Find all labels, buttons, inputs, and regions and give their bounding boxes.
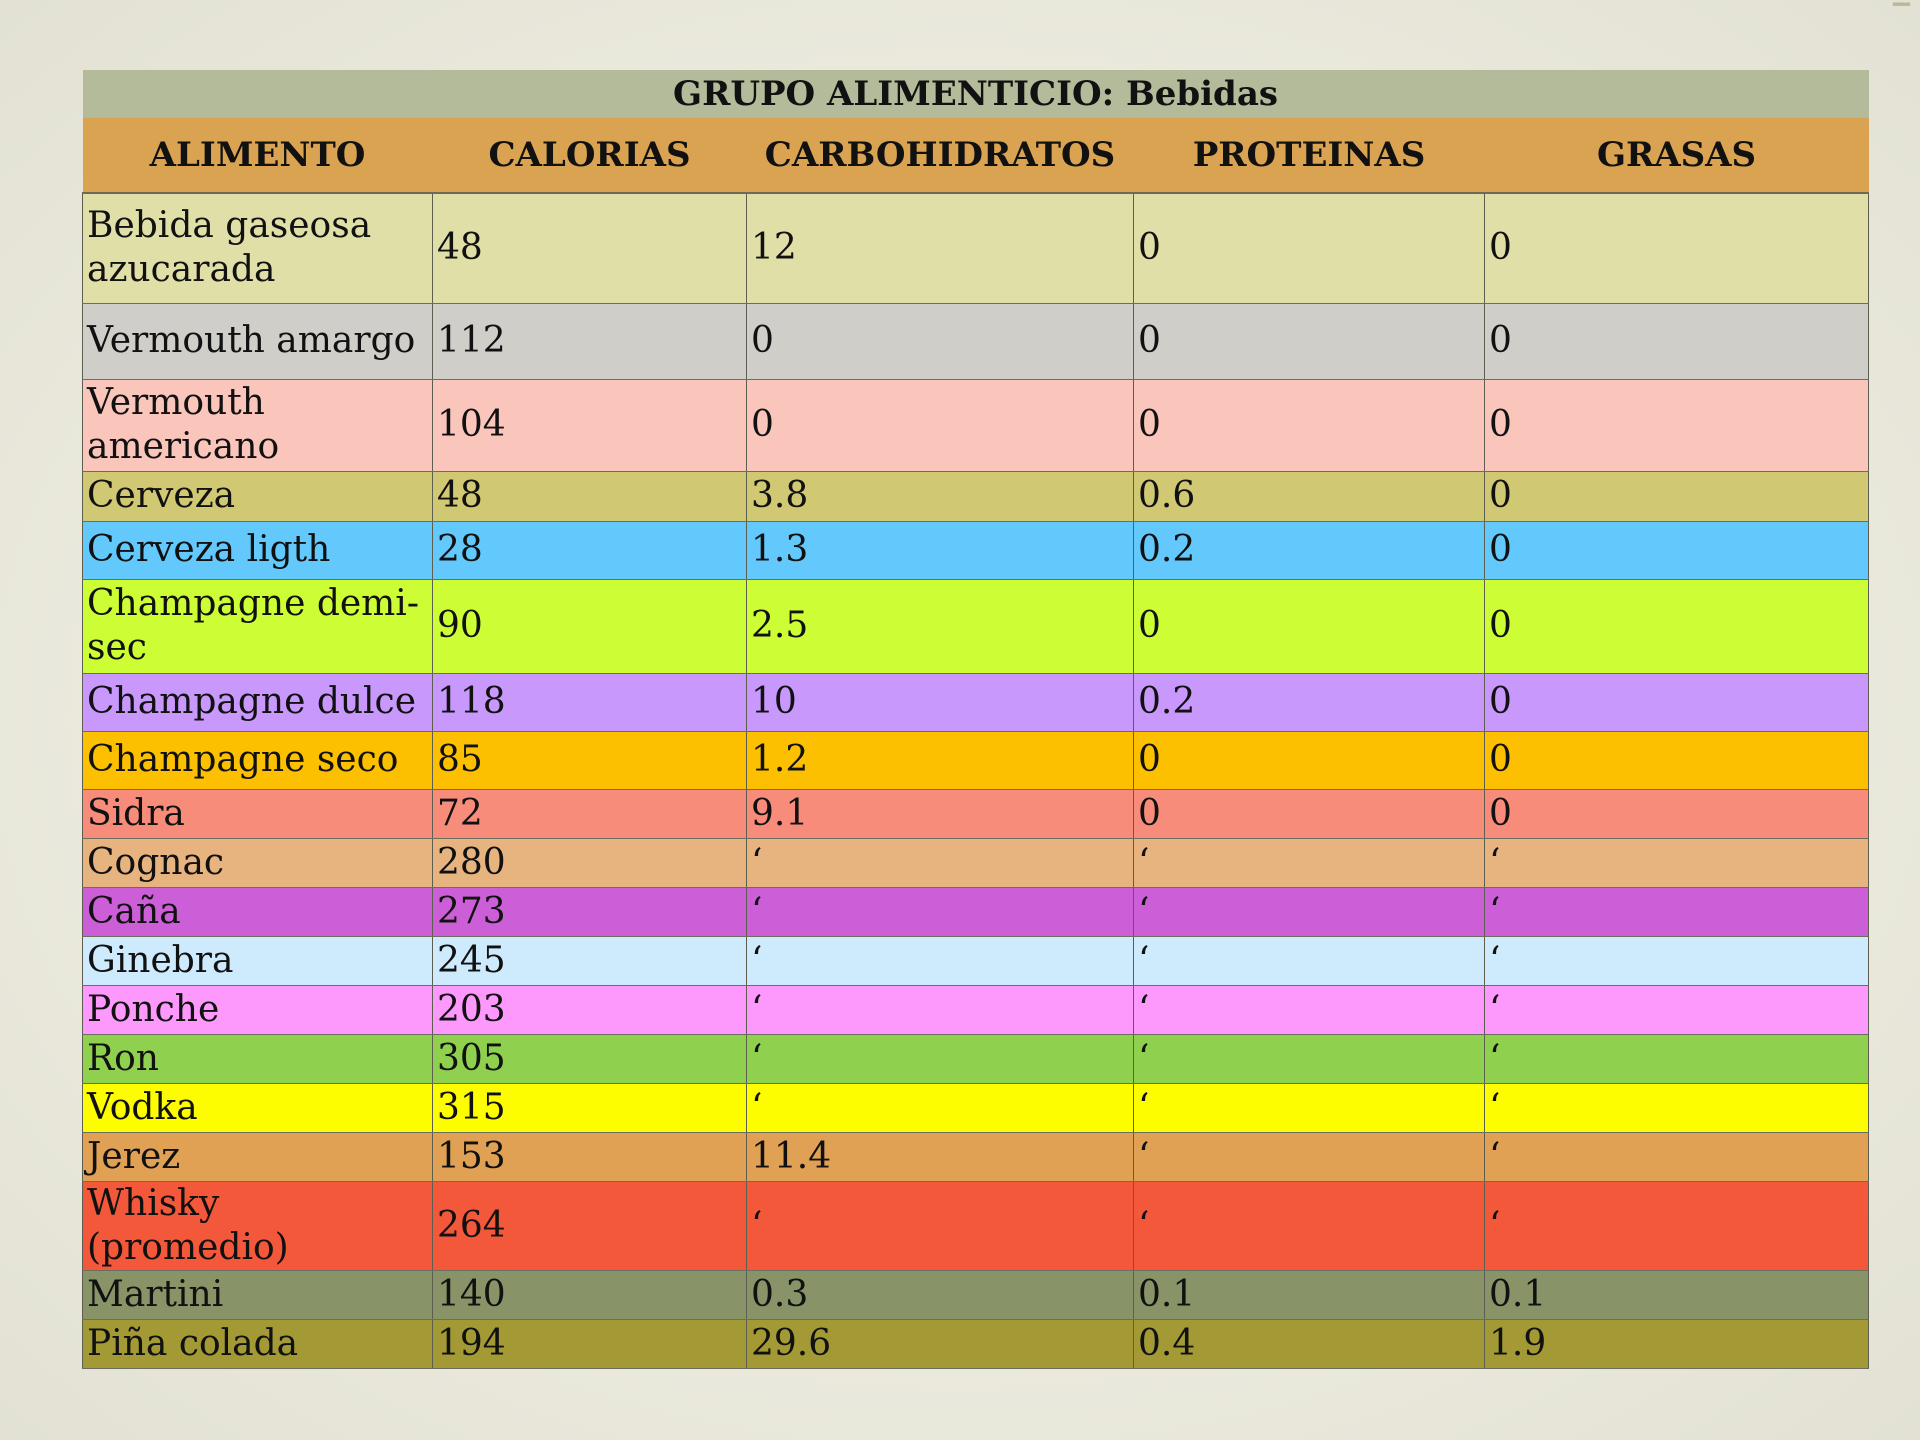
- carbohydrates-cell: ʻ: [747, 936, 1134, 985]
- table-row: [83, 1083, 1869, 1132]
- fats-cell: ʻ: [1485, 1181, 1869, 1270]
- proteins-cell: 0: [1134, 579, 1485, 673]
- carbohydrates-cell: ʻ: [747, 887, 1134, 936]
- proteins-cell: ʻ: [1134, 1132, 1485, 1181]
- fats-cell: 0: [1485, 521, 1869, 579]
- fats-cell: ʻ: [1485, 1034, 1869, 1083]
- table-row: [83, 521, 1869, 579]
- column-header-calorias: CALORIAS: [433, 118, 747, 193]
- food-name-cell: Cognac: [83, 838, 433, 887]
- food-name-cell: Bebida gaseosa azucarada: [83, 193, 433, 303]
- column-header-proteinas: PROTEINAS: [1134, 118, 1485, 193]
- proteins-cell: 0: [1134, 303, 1485, 379]
- fats-cell: 0: [1485, 579, 1869, 673]
- carbohydrates-cell: ʻ: [747, 1083, 1134, 1132]
- fats-cell: 1.9: [1485, 1319, 1869, 1368]
- calories-cell: 48: [433, 193, 747, 303]
- food-name-cell: Whisky (promedio): [83, 1181, 433, 1270]
- fats-cell: 0: [1485, 379, 1869, 471]
- food-name-cell: Champagne seco: [83, 731, 433, 789]
- table-row: [83, 887, 1869, 936]
- column-header-row: [83, 118, 1869, 193]
- carbohydrates-cell: 29.6: [747, 1319, 1134, 1368]
- carbohydrates-cell: ʻ: [747, 838, 1134, 887]
- carbohydrates-cell: 9.1: [747, 789, 1134, 838]
- table-row: [83, 471, 1869, 521]
- fats-cell: ʻ: [1485, 838, 1869, 887]
- proteins-cell: ʻ: [1134, 887, 1485, 936]
- calories-cell: 48: [433, 471, 747, 521]
- food-name-cell: Champagne dulce: [83, 673, 433, 731]
- table-row: [83, 1181, 1869, 1270]
- table-row: [83, 379, 1869, 471]
- fats-cell: ʻ: [1485, 1083, 1869, 1132]
- food-name-cell: Jerez: [83, 1132, 433, 1181]
- carbohydrates-cell: 11.4: [747, 1132, 1134, 1181]
- group-title-row: [83, 70, 1869, 118]
- calories-cell: 85: [433, 731, 747, 789]
- calories-cell: 273: [433, 887, 747, 936]
- table-row: [83, 579, 1869, 673]
- food-name-cell: Ponche: [83, 985, 433, 1034]
- table-row: [83, 985, 1869, 1034]
- carbohydrates-cell: 0: [747, 379, 1134, 471]
- column-header-carbohidratos: CARBOHIDRATOS: [747, 118, 1134, 193]
- proteins-cell: 0.4: [1134, 1319, 1485, 1368]
- calories-cell: 315: [433, 1083, 747, 1132]
- proteins-cell: 0: [1134, 731, 1485, 789]
- table-row: [83, 1319, 1869, 1368]
- food-name-cell: Martini: [83, 1270, 433, 1319]
- table-row: [83, 1034, 1869, 1083]
- proteins-cell: 0.2: [1134, 673, 1485, 731]
- calories-cell: 112: [433, 303, 747, 379]
- column-header-grasas: GRASAS: [1485, 118, 1869, 193]
- food-name-cell: Caña: [83, 887, 433, 936]
- proteins-cell: 0.1: [1134, 1270, 1485, 1319]
- calories-cell: 305: [433, 1034, 747, 1083]
- table-row: [83, 673, 1869, 731]
- calories-cell: 72: [433, 789, 747, 838]
- table-row: [83, 789, 1869, 838]
- calories-cell: 140: [433, 1270, 747, 1319]
- carbohydrates-cell: ʻ: [747, 985, 1134, 1034]
- carbohydrates-cell: 0.3: [747, 1270, 1134, 1319]
- table-row: [83, 1132, 1869, 1181]
- slide-corner-mark: ▔: [1893, 4, 1910, 29]
- fats-cell: 0: [1485, 471, 1869, 521]
- table-row: [83, 936, 1869, 985]
- fats-cell: 0: [1485, 673, 1869, 731]
- column-header-alimento: ALIMENTO: [83, 118, 433, 193]
- table-row: [83, 731, 1869, 789]
- food-name-cell: Vodka: [83, 1083, 433, 1132]
- food-name-cell: Cerveza ligth: [83, 521, 433, 579]
- nutrition-table: [82, 70, 1869, 1369]
- fats-cell: ʻ: [1485, 985, 1869, 1034]
- proteins-cell: ʻ: [1134, 1181, 1485, 1270]
- food-name-cell: Piña colada: [83, 1319, 433, 1368]
- proteins-cell: ʻ: [1134, 985, 1485, 1034]
- calories-cell: 90: [433, 579, 747, 673]
- table-row: [83, 303, 1869, 379]
- fats-cell: 0.1: [1485, 1270, 1869, 1319]
- calories-cell: 280: [433, 838, 747, 887]
- proteins-cell: ʻ: [1134, 1083, 1485, 1132]
- proteins-cell: ʻ: [1134, 1034, 1485, 1083]
- carbohydrates-cell: 1.2: [747, 731, 1134, 789]
- proteins-cell: ʻ: [1134, 936, 1485, 985]
- calories-cell: 28: [433, 521, 747, 579]
- fats-cell: 0: [1485, 789, 1869, 838]
- carbohydrates-cell: 3.8: [747, 471, 1134, 521]
- table-row: [83, 1270, 1869, 1319]
- proteins-cell: ʻ: [1134, 838, 1485, 887]
- carbohydrates-cell: ʻ: [747, 1034, 1134, 1083]
- carbohydrates-cell: ʻ: [747, 1181, 1134, 1270]
- carbohydrates-cell: 12: [747, 193, 1134, 303]
- fats-cell: ʻ: [1485, 936, 1869, 985]
- food-name-cell: Cerveza: [83, 471, 433, 521]
- calories-cell: 203: [433, 985, 747, 1034]
- proteins-cell: 0: [1134, 379, 1485, 471]
- carbohydrates-cell: 1.3: [747, 521, 1134, 579]
- fats-cell: ʻ: [1485, 887, 1869, 936]
- food-name-cell: Ron: [83, 1034, 433, 1083]
- food-name-cell: Vermouth amargo: [83, 303, 433, 379]
- fats-cell: 0: [1485, 303, 1869, 379]
- calories-cell: 264: [433, 1181, 747, 1270]
- table-head: [83, 70, 1869, 193]
- food-name-cell: Vermouth americano: [83, 379, 433, 471]
- table-row: [83, 838, 1869, 887]
- food-name-cell: Champagne demi-sec: [83, 579, 433, 673]
- food-name-cell: Ginebra: [83, 936, 433, 985]
- food-name-cell: Sidra: [83, 789, 433, 838]
- table-row: [83, 193, 1869, 303]
- calories-cell: 194: [433, 1319, 747, 1368]
- carbohydrates-cell: 10: [747, 673, 1134, 731]
- carbohydrates-cell: 0: [747, 303, 1134, 379]
- table-body: [83, 193, 1869, 1368]
- proteins-cell: 0: [1134, 193, 1485, 303]
- proteins-cell: 0: [1134, 789, 1485, 838]
- proteins-cell: 0.2: [1134, 521, 1485, 579]
- calories-cell: 245: [433, 936, 747, 985]
- fats-cell: 0: [1485, 731, 1869, 789]
- calories-cell: 104: [433, 379, 747, 471]
- proteins-cell: 0.6: [1134, 471, 1485, 521]
- table-title: GRUPO ALIMENTICIO: Bebidas: [83, 70, 1869, 118]
- fats-cell: ʻ: [1485, 1132, 1869, 1181]
- carbohydrates-cell: 2.5: [747, 579, 1134, 673]
- calories-cell: 153: [433, 1132, 747, 1181]
- calories-cell: 118: [433, 673, 747, 731]
- fats-cell: 0: [1485, 193, 1869, 303]
